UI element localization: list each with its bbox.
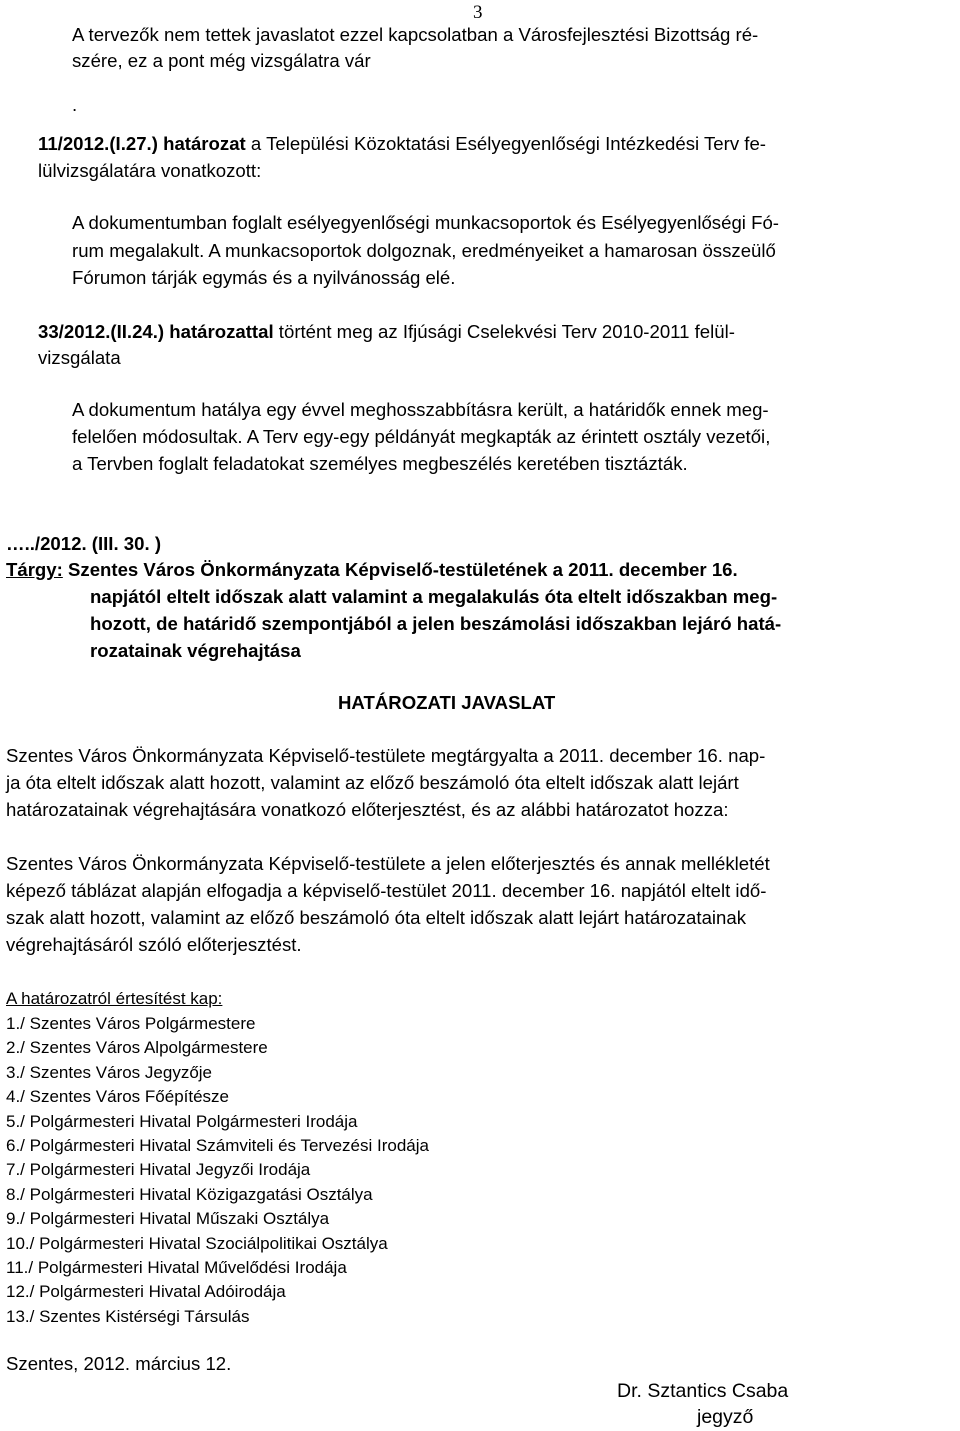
proposal-title: HATÁROZATI JAVASLAT [338, 692, 556, 713]
para1-line-1: Szentes Város Önkormányzata Képviselő-testülete megtárgyalta a 2011. december 16. nap- [6, 745, 766, 766]
recipient-item: 5./ Polgármesteri Hivatal Polgármesteri Irodája [6, 1111, 358, 1131]
recipient-item: 7./ Polgármesteri Hivatal Jegyzői Irodája [6, 1160, 311, 1180]
item2-reference: 33/2012.(II.24.) határozattal [38, 321, 274, 342]
recipient-item: 3./ Szentes Város Jegyzője [6, 1062, 213, 1082]
item1-body-line-2: rum megalakult. A munkacsoportok dolgoznak, eredményeiket a hamarosan összeülő [72, 240, 776, 261]
item2-heading-line-2: vizsgálata [38, 347, 121, 368]
intro-dot: . [72, 94, 78, 115]
item1-body-line-3: Fórumon tárják egymás és a nyilvánosság elé. [72, 267, 456, 288]
page-number: 3 [473, 2, 483, 23]
item1-heading [38, 135, 766, 154]
item2-heading-text: történt meg az Ifjúsági Cselekvési Terv 2010-2011 felül- [273, 321, 735, 342]
subject-line-3: hozott, de határidő szempontjából a jelen beszámolási időszakban lejáró hatá- [90, 613, 782, 634]
item1-reference: 11/2012.(I.27.) határozat [38, 133, 246, 154]
signatory-name: Dr. Sztantics Csaba [617, 1380, 789, 1402]
recipient-item: 9./ Polgármesteri Hivatal Műszaki Osztálya [6, 1209, 330, 1229]
resolution-subject [6, 561, 738, 580]
recipient-item: 12./ Polgármesteri Hivatal Adóirodája [6, 1282, 286, 1302]
recipient-item: 8./ Polgármesteri Hivatal Közigazgatási Osztálya [6, 1184, 373, 1204]
item2-body-line-1: A dokumentum hatálya egy évvel meghosszabbításra került, a határidők ennek meg- [72, 399, 769, 420]
subject-label: Tárgy: [6, 559, 63, 580]
item2-body-line-3: a Tervben foglalt feladatokat személyes megbeszélés keretében tisztázták. [72, 453, 688, 474]
recipient-item: 13./ Szentes Kistérségi Társulás [6, 1306, 250, 1326]
item1-heading-text: a Települési Közoktatási Esélyegyenlőségi Intézkedési Terv fe- [245, 133, 766, 154]
subject-text: Szentes Város Önkormányzata Képviselő-testületének a 2011. december 16. [62, 559, 738, 580]
para1-line-2: ja óta eltelt időszak alatt hozott, valamint az előző beszámoló óta eltelt időszak alatt lejárt [6, 772, 739, 793]
place-date: Szentes, 2012. március 12. [6, 1353, 232, 1374]
recipient-item: 10./ Polgármesteri Hivatal Szociálpolitikai Osztálya [6, 1233, 388, 1253]
intro-line-2: szére, ez a pont még vizsgálatra vár [72, 50, 371, 71]
recipient-item: 11./ Polgármesteri Hivatal Művelődési Irodája [6, 1258, 347, 1278]
para2-line-1: Szentes Város Önkormányzata Képviselő-testülete a jelen előterjesztés és annak mellékletét [6, 853, 770, 874]
item1-body-line-1: A dokumentumban foglalt esélyegyenlőségi munkacsoportok és Esélyegyenlőségi Fó- [72, 212, 779, 233]
para1-line-3: határozatainak végrehajtására vonatkozó előterjesztést, és az alábbi határozatot hozza: [6, 799, 729, 820]
para2-line-4: végrehajtásáról szóló előterjesztést. [6, 934, 302, 955]
subject-line-4: rozatainak végrehajtása [90, 640, 301, 661]
recipient-item: 4./ Szentes Város Főépítésze [6, 1087, 230, 1107]
recipient-item: 6./ Polgármesteri Hivatal Számviteli és Tervezési Irodája [6, 1136, 429, 1156]
item2-body-line-2: felelően módosultak. A Terv egy-egy példányát megkapták az érintett osztály vezetői, [72, 426, 771, 447]
recipient-item: 1./ Szentes Város Polgármestere [6, 1014, 256, 1033]
para2-line-3: szak alatt hozott, valamint az előző beszámoló óta eltelt időszak alatt lejárt határozatainak [6, 907, 747, 928]
subject-line-2: napjától eltelt időszak alatt valamint a megalakulás óta eltelt időszakban meg- [90, 586, 778, 607]
resolution-number: …../2012. (III. 30. ) [6, 533, 162, 554]
item1-heading-line-2: lülvizsgálatára vonatkozott: [38, 160, 262, 181]
recipient-item: 2./ Szentes Város Alpolgármestere [6, 1038, 268, 1058]
intro-line-1: A tervezők nem tettek javaslatot ezzel kapcsolatban a Városfejlesztési Bizottság ré- [72, 24, 759, 45]
recipient-list [6, 1012, 429, 1329]
para2-line-2: képező táblázat alapján elfogadja a képviselő-testület 2011. december 16. napjától eltelt idő- [6, 880, 767, 901]
notify-heading: A határozatról értesítést kap: [6, 989, 223, 1008]
signatory-role: jegyző [697, 1406, 754, 1428]
item2-heading [38, 323, 735, 342]
